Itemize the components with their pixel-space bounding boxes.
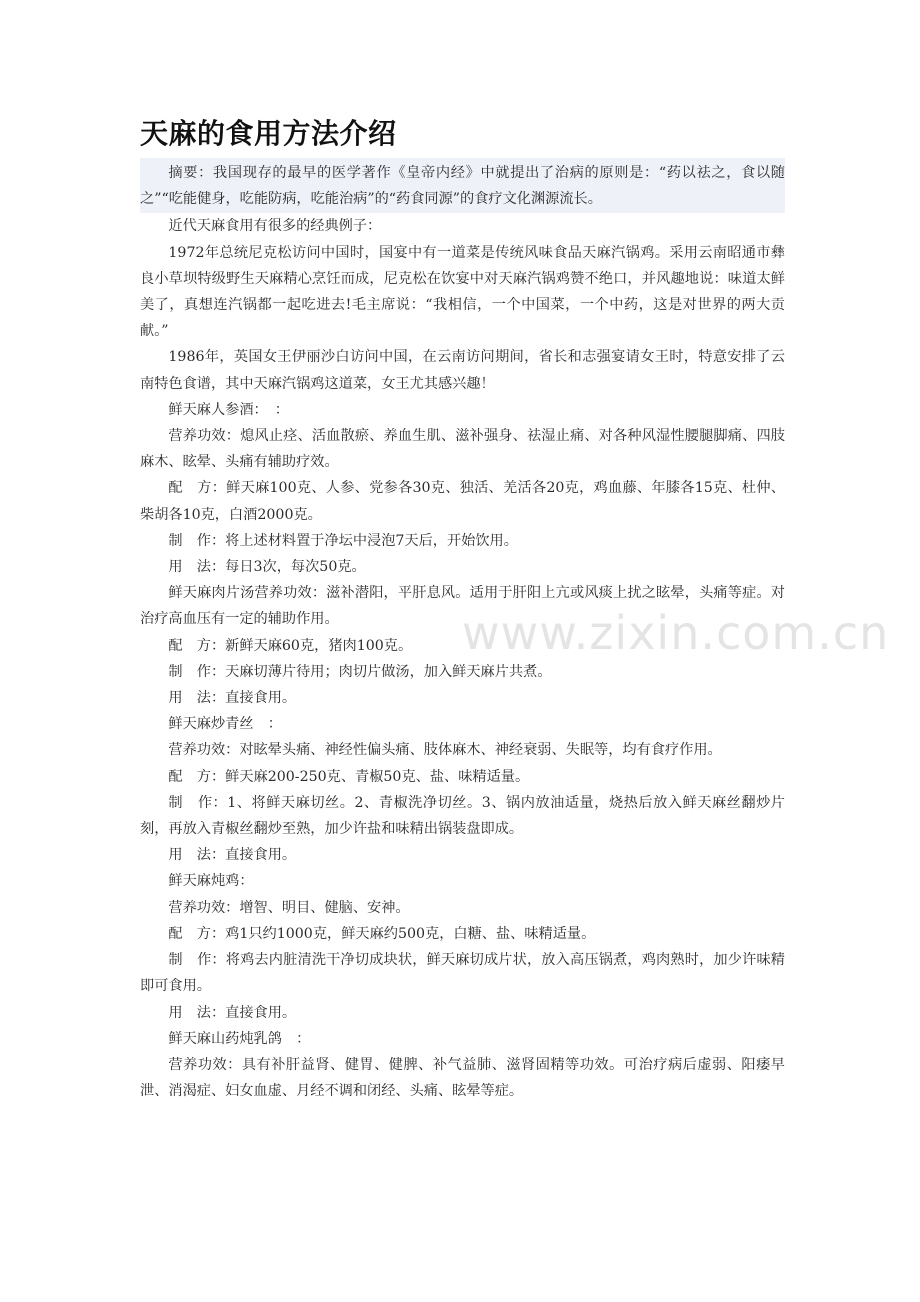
body-paragraph: 制 作：将上述材料置于净坛中浸泡7天后，开始饮用。 [168, 532, 518, 549]
body-paragraph: 营养功效：增智、明目、健脑、安神。 [168, 899, 410, 916]
body-paragraph: 1986年，英国女王伊丽沙白访问中国，在云南访问期间，省长和志强宴请女王时，特意安排了云南特色食谱，其中天麻汽锅鸡这道菜，女王尤其感兴趣！ [140, 349, 785, 392]
body-paragraph: 制 作：1、将鲜天麻切丝。2、青椒洗净切丝。3、锅内放油适量，烧热后放入鲜天麻丝翻炒片刻，再放入青椒丝翻炒至熟，加少许盐和味精出锅装盘即成。 [140, 794, 785, 838]
body-paragraph: 配 方：鲜天麻100克、人参、党参各30克、独活、羌活各20克，鸡血藤、年膝各15克、杜仲、柴胡各10克，白酒2000克。 [140, 480, 785, 523]
body-paragraph: 配 方：新鲜天麻60克，猪肉100克。 [168, 637, 413, 654]
recipe-heading: 鲜天麻炒青丝 ： [168, 716, 282, 733]
abstract-paragraph: 摘要：我国现存的最早的医学著作《皇帝内经》中就提出了治病的原则是：“药以祛之，食以随之”“吃能健身，吃能防病，吃能治病”的“药食同源”的食疗文化渊源流长。 [140, 158, 785, 213]
watermark: www.zixin.com.cn [462, 606, 890, 660]
body-paragraph: 用 法：直接食用。 [168, 847, 297, 864]
body-paragraph: 配 方：鸡1只约1000克，鲜天麻约500克，白糖、盐、味精适量。 [168, 925, 596, 942]
recipe-heading: 鲜天麻山药炖乳鸽 ： [168, 1030, 311, 1047]
body-paragraph: 近代天麻食用有很多的经典例子： [168, 218, 382, 235]
body-paragraph: 1972年总统尼克松访问中国时，国宴中有一道菜是传统风味食品天麻汽锅鸡。采用云南昭通市彝良小草坝特级野生天麻精心烹饪而成，尼克松在饮宴中对天麻汽锅鸡赞不绝口，并风趣地说：味道太鲜美了，真想连汽锅都一起吃进去!毛主席说：“我相信，一个中国菜，一个中药，这是对世界的两大贡献。” [140, 244, 785, 340]
document-title: 天麻的食用方法介绍 [140, 117, 397, 150]
body-paragraph: 用 法：每日3次，每次50克。 [168, 559, 366, 576]
recipe-heading: 鲜天麻炖鸡： [168, 873, 254, 890]
body-paragraph: 配 方：鲜天麻200-250克、青椒50克、盐、味精适量。 [168, 768, 530, 785]
recipe-heading: 鲜天麻人参酒： ： [168, 401, 289, 418]
body-paragraph: 营养功效：具有补肝益肾、健胃、健脾、补气益肺、滋肾固精等功效。可治疗病后虚弱、阳痿早泄、消渴症、妇女血虚、月经不调和闭经、头痛、眩晕等症。 [140, 1056, 785, 1100]
body-paragraph: 制 作：将鸡去内脏清洗干净切成块状，鲜天麻切成片状，放入高压锅煮，鸡肉熟时，加少许味精即可食用。 [140, 952, 785, 995]
body-paragraph: 用 法：直接食用。 [168, 690, 297, 707]
body-paragraph: 用 法：直接食用。 [168, 1004, 297, 1021]
body-paragraph: 鲜天麻肉片汤营养功效：滋补潜阳，平肝息风。适用于肝阳上亢或风痰上扰之眩晕，头痛等症。对治疗高血压有一定的辅助作用。 [140, 585, 785, 628]
document-body [140, 158, 785, 1104]
body-paragraph: 营养功效：熄风止痉、活血散瘀、养血生肌、滋补强身、祛湿止痛、对各种风湿性腰腿脚痛、四肢麻木、眩晕、头痛有辅助疗效。 [140, 428, 785, 471]
body-paragraph: 制 作：天麻切薄片待用；肉切片做汤，加入鲜天麻片共煮。 [168, 663, 552, 680]
body-paragraph: 营养功效：对眩晕头痛、神经性偏头痛、肢体麻木、神经衰弱、失眠等，均有食疗作用。 [168, 742, 722, 759]
